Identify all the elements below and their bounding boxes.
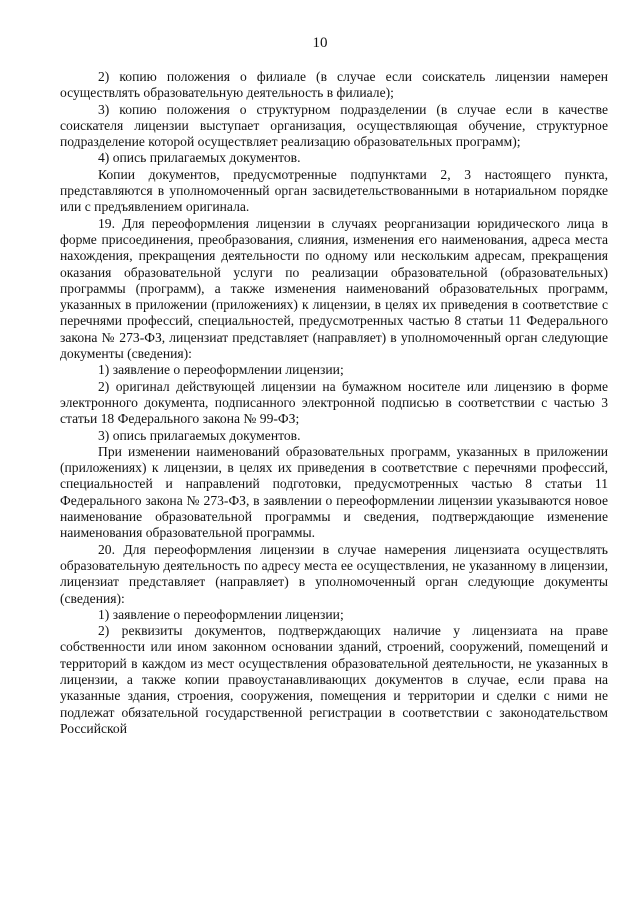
page-number: 10 xyxy=(312,35,328,51)
paragraph-copies-notarized: Копии документов, предусмотренные подпунктами 2, 3 настоящего пункта, представляются в уполномоченный орган засвидетельствованными в нотариальном порядке или с предъявлением оригинала. xyxy=(60,166,608,215)
paragraph-subitem-4-inventory: 4) опись прилагаемых документов. xyxy=(98,150,301,166)
paragraph-clause-20-item-2: 2) реквизиты документов, подтверждающих наличие у лицензиата на праве собственности или ином законном основании зданий, строений, сооружений, помещений и территорий в каждом из мест осуществления образовательной деятельности, не указанных в лицензии, а также копии правоустанавливающих документов в случае, если права на указанные здания, строения, сооружения, помещения и территории и сделки с ними не подлежат обязательной государственной регистрации в соответствии с законодательством Российской xyxy=(60,623,608,736)
paragraph-program-name-change: При изменении наименований образовательных программ, указанных в приложении (приложениях) к лицензии, в целях их приведения в соответствие с перечнями профессий, специальностей и направлений подготовки, предусмотренных частью 8 статьи 11 Федерального закона № 273-ФЗ, в заявлении о переоформлении лицензии указываются новое наименование образовательной программы и сведения, подтверждающие изменение наименования образовательной программы. xyxy=(60,443,608,541)
paragraph-clause-19-item-1: 1) заявление о переоформлении лицензии; xyxy=(98,362,344,378)
document-body xyxy=(60,69,608,737)
paragraph-clause-19-item-3: 3) опись прилагаемых документов. xyxy=(98,427,301,443)
paragraph-subitem-2-filial: 2) копию положения о филиале (в случае если соискатель лицензии намерен осуществлять образовательную деятельность в филиале); xyxy=(60,69,608,101)
paragraph-clause-19: 19. Для переоформления лицензии в случаях реорганизации юридического лица в форме присоединения, преобразования, слияния, изменения его наименования, адреса места нахождения, прекращения деятельности по одному или нескольким адресам, прекращения оказания образовательной услуги по реализации образовательной (образовательных) программы (программ), а также изменения наименований образовательных программ, указанных в приложении (приложениях) к лицензии, в целях их приведения в соответствие с перечнями профессий, специальностей, предусмотренных частью 8 статьи 11 Федерального закона № 273-ФЗ, лицензиат представляет (направляет) в уполномоченный орган следующие документы (сведения): xyxy=(60,215,608,362)
paragraph-clause-20-item-1: 1) заявление о переоформлении лицензии; xyxy=(98,606,344,622)
paragraph-clause-20: 20. Для переоформления лицензии в случае намерения лицензиата осуществлять образовательную деятельность по адресу места ее осуществления, не указанному в лицензии, лицензиат представляет (направляет) в уполномоченный орган следующие документы (сведения): xyxy=(60,541,608,606)
paragraph-clause-19-item-2: 2) оригинал действующей лицензии на бумажном носителе или лицензию в форме электронного документа, подписанного электронной подписью в соответствии с частью 3 статьи 18 Федерального закона № 99-ФЗ; xyxy=(60,378,608,427)
paragraph-subitem-3-structural-unit: 3) копию положения о структурном подразделении (в случае если в качестве соискателя лицензии выступает организация, осуществляющая обучение, структурное подразделение которой осуществляет реализацию образовательных программ); xyxy=(60,101,608,150)
